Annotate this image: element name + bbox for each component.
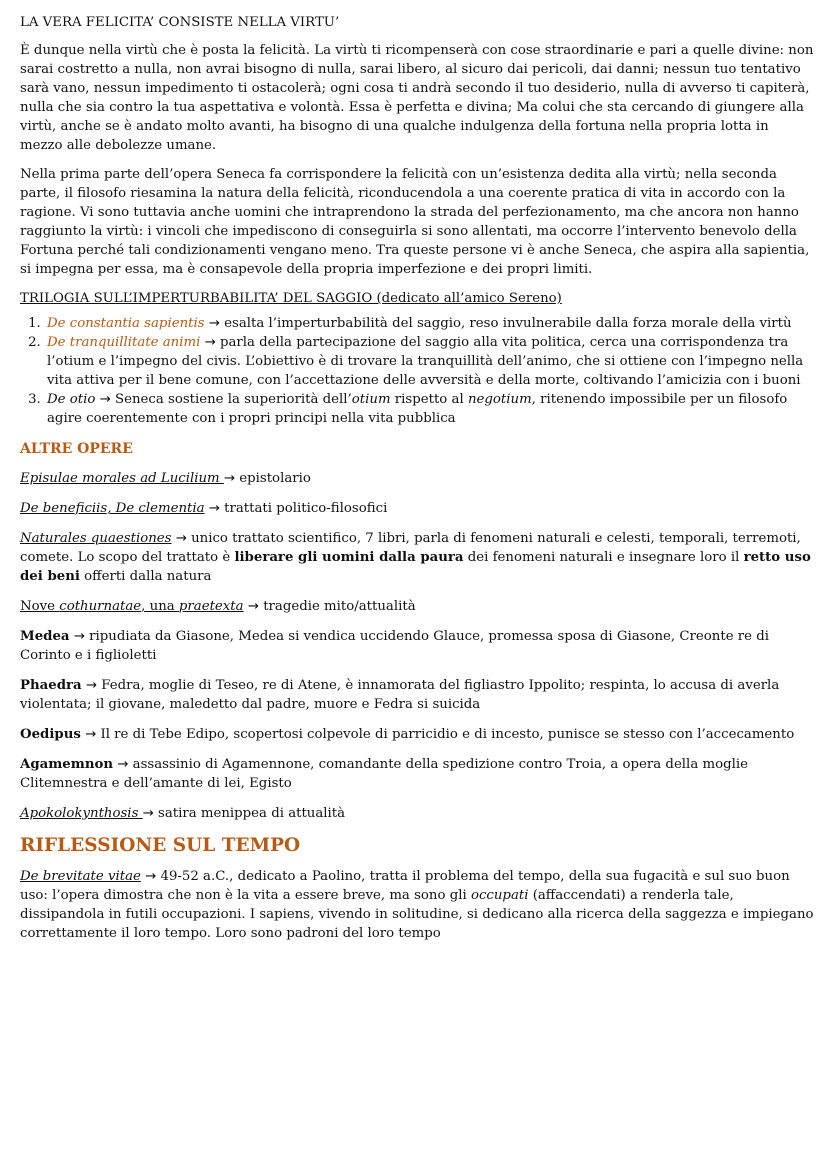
work-epistulae	[20, 469, 814, 488]
tragedy-description: ripudiata da Giasone, Medea si vendica uccidendo Glauce, promessa sposa di Giasone, Creonte re di Corinto e i figlioletti	[20, 629, 770, 663]
work-title: De beneficiis, De clementia	[20, 501, 205, 516]
tragedy-title: Oedipus	[20, 727, 81, 742]
work-description-cont: dei fenomeni naturali e insegnare loro il	[463, 550, 744, 565]
term-negotium: negotium	[467, 392, 532, 407]
work-description: satira menippea di attualità	[153, 806, 346, 821]
work-title-part: , una	[141, 599, 179, 614]
work-description-end: (affaccendati) a renderla tale, dissipandola in futili occupazioni. I sapiens, vivendo in solitudine, si dedicano alla ricerca della saggezza e impiegano correttamente il loro tempo. Loro sono padroni del loro tempo	[20, 888, 814, 941]
work-description: trattati politico-filosofici	[224, 501, 388, 516]
arrow-icon: →	[81, 678, 102, 693]
highlight-retto-uso: retto uso dei beni	[20, 550, 811, 584]
work-description: unico trattato scientifico, 7 libri, parla di fenomeni naturali e celesti, temporali, terremoti, comete. Lo scopo del trattato è	[20, 531, 801, 565]
trilogy-list	[20, 314, 814, 428]
work-tragedie	[20, 597, 814, 616]
work-title-part: cothurnatae	[59, 599, 142, 614]
tragedy-description: Il re di Tebe Edipo, scopertosi colpevole di parricidio e di incesto, punisce se stesso con l’accecamento	[100, 727, 795, 742]
work-title: Apokolokynthosis	[20, 806, 143, 821]
arrow-icon: →	[223, 471, 236, 486]
arrow-icon: →	[95, 392, 115, 407]
work-title: De otio	[47, 392, 96, 407]
paragraph-felicita-2: Nella prima parte dell’opera Seneca fa corrispondere la felicità con un’esistenza dedita alla virtù; nella seconda parte, il filosofo riesamina la natura della felicità, riconducendola a una coerente pratica di vita in accordo con la ragione. Vi sono tuttavia anche uomini che intraprendono la strada del perfezionamento, ma che ancora non hanno raggiunto la virtù: i vincoli che impediscono di conseguirla si sono allentati, ma occorre l’intervento benevolo della Fortuna perché tali condizionamenti vengano meno. Tra queste persone vi è anche Seneca, che aspira alla sapientia, si impegna per essa, ma è consapevole della propria imperfezione e dei propri limiti.	[20, 167, 810, 277]
work-title: Naturales quaestiones	[20, 531, 172, 546]
work-description: parla della partecipazione del saggio alla vita politica, cerca una corrispondenza tra l’otium e l’impegno del civis. L’obiettivo è di trovare la tranquillità dell’animo, che si ottiene con l’impegno nella vita attiva per il bene comune, con l’accettazione delle avversità e della morte, coltivando l’amicizia con i buoni	[47, 335, 804, 388]
tragedy-title: Phaedra	[20, 678, 82, 693]
work-description: esalta l’imperturbabilità del saggio, reso invulnerabile dalla forza morale della virtù	[224, 316, 792, 331]
arrow-icon: →	[200, 335, 220, 350]
section-title-trilogia: TRILOGIA SULL’IMPERTURBABILITA’ DEL SAGGIO (dedicato all’amico Sereno)	[20, 291, 562, 306]
tragedy-oedipus	[20, 725, 814, 744]
tragedy-agamemnon	[20, 755, 814, 793]
work-description: tragedie mito/attualità	[263, 599, 416, 614]
work-beneficiis	[20, 499, 814, 518]
arrow-icon: →	[204, 316, 225, 331]
section-title-felicita: LA VERA FELICITA’ CONSISTE NELLA VIRTU’	[20, 15, 340, 30]
highlight-liberare: liberare gli uomini dalla paura	[234, 550, 464, 565]
paragraph-felicita-1: È dunque nella virtù che è posta la felicità. La virtù ti ricompenserà con cose straordinarie e pari a quelle divine: non sarai costretto a nulla, non avrai bisogno di nulla, sarai libero, al sicuro dai pericoli, dai danni; nessun tuo tentativo sarà vano, nessun impedimento ti ostacolerà; ogni cosa ti andrà secondo il tuo desiderio, nulla di avverso ti capiterà, nulla che sia contro la tua aspettativa e volontà. Essa è perfetta e divina; Ma colui che sta cercando di giungere alla virtù, anche se è andato molto avanti, ha bisogno di una qualche indulgenza della fortuna nella propria lotta in mezzo alle debolezze umane.	[20, 43, 814, 153]
arrow-icon: →	[80, 727, 101, 742]
work-description-cont: rispetto al	[390, 392, 468, 407]
tragedy-title: Medea	[20, 629, 70, 644]
tragedy-description: Fedra, moglie di Teseo, re di Atene, è innamorata del figliastro Ippolito; respinta, lo accusa di averla violentata; il giovane, maledetto dal padre, muore e Fedra si suicida	[20, 678, 780, 712]
term-otium: otium	[351, 392, 391, 407]
work-title: De brevitate vitae	[20, 869, 141, 884]
arrow-icon: →	[171, 531, 192, 546]
tragedy-title: Agamemnon	[20, 757, 114, 772]
work-title: De constantia sapientis	[47, 316, 205, 331]
work-description-end: , ritenendo impossibile per un filosofo agire coerentemente con i propri principi nella vita pubblica	[47, 392, 788, 426]
arrow-icon: →	[243, 599, 264, 614]
list-item	[45, 333, 814, 390]
work-title-part: praetexta	[178, 599, 244, 614]
section-title-tempo: RIFLESSIONE SUL TEMPO	[20, 835, 301, 856]
tragedy-medea	[20, 627, 814, 665]
arrow-icon: →	[69, 629, 90, 644]
work-title-part: Nove	[20, 599, 60, 614]
work-description: Seneca sostiene la superiorità dell’	[114, 392, 352, 407]
work-title	[20, 599, 244, 614]
list-item	[45, 390, 814, 428]
work-apokolokynthosis	[20, 804, 814, 823]
section-title-altre-opere: ALTRE OPERE	[20, 441, 133, 457]
work-title: De tranquillitate animi	[47, 335, 201, 350]
work-description: 49-52 a.C., dedicato a Paolino, tratta il problema del tempo, della sua fugacità e sul suo buon uso: l’opera dimostra che non è la vita a essere breve, ma sono gli	[20, 869, 790, 903]
tragedy-description: assassinio di Agamennone, comandante della spedizione contro Troia, a opera della moglie Clitemnestra e dell’amante di lei, Egisto	[20, 757, 748, 791]
work-naturales	[20, 529, 814, 586]
term-occupati: occupati	[470, 888, 529, 903]
list-item	[45, 314, 814, 333]
work-description: epistolario	[235, 471, 311, 486]
work-brevitate	[20, 867, 814, 943]
work-title: Episulae morales ad Lucilium	[20, 471, 224, 486]
arrow-icon: →	[113, 757, 133, 772]
work-description-end: offerti dalla natura	[79, 569, 212, 584]
arrow-icon: →	[142, 806, 154, 821]
arrow-icon: →	[140, 869, 161, 884]
arrow-icon: →	[204, 501, 225, 516]
tragedy-phaedra	[20, 676, 814, 714]
